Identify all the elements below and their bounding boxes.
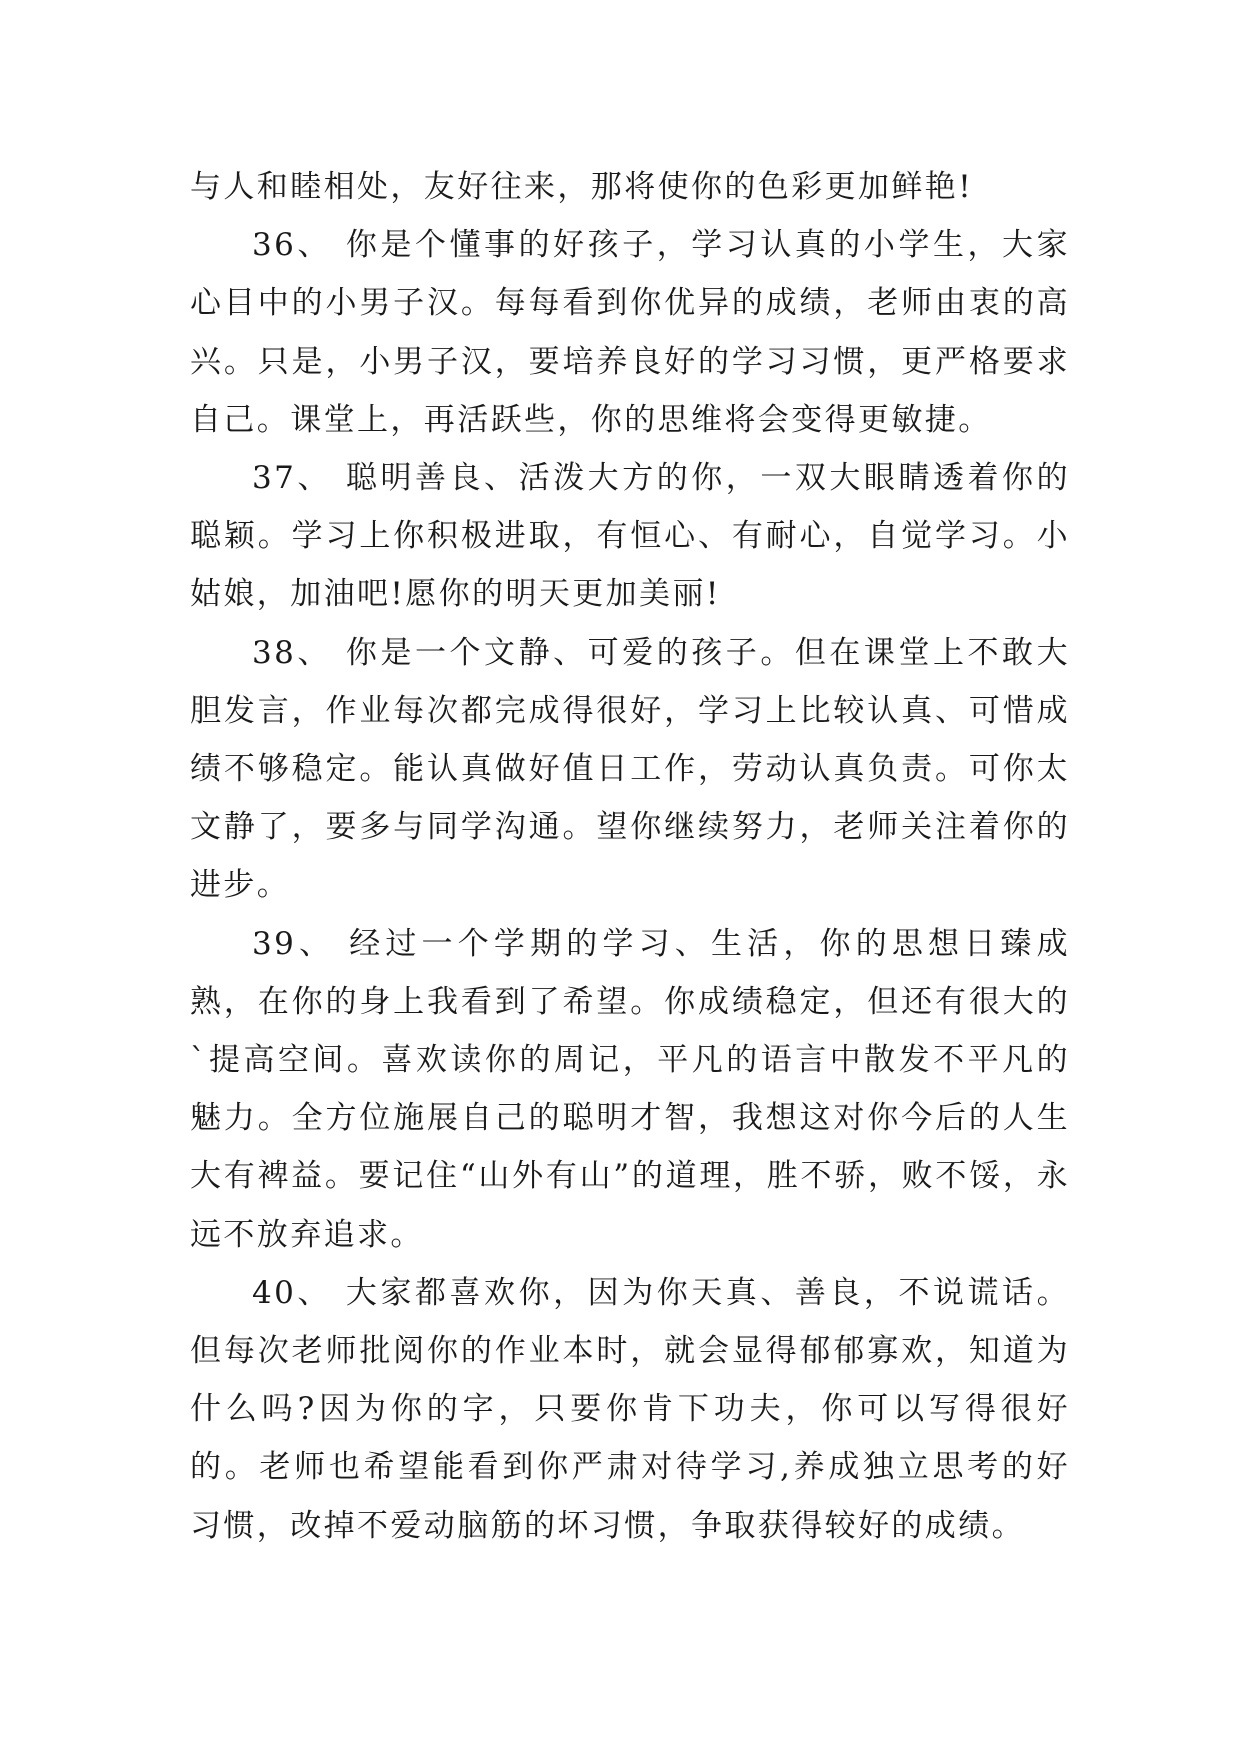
paragraph-number: 39、 [252,925,336,962]
paragraph-38 [190,624,1070,915]
paragraph-text: 与人和睦相处，友好往来，那将使你的色彩更加鲜艳! [190,169,974,205]
paragraph-text: 大家都喜欢你，因为你天真、善良，不说谎话。但每次老师批阅你的作业本时，就会显得郁郁寡欢，知道为什么吗?因为你的字，只要你肯下功夫，你可以写得很好的。老师也希望能看到你严肃对待学习,养成独立思考的好习惯，改掉不爱动脑筋的坏习惯，争取获得较好的成绩。 [190,1274,1070,1544]
paragraph-36 [190,216,1070,449]
paragraph-text: 你是个懂事的好孩子，学习认真的小学生，大家心目中的小男子汉。每每看到你优异的成绩，老师由衷的高兴。只是，小男子汉，要培养良好的学习习惯，更严格要求自己。课堂上，再活跃些，你的思维将会变得更敏捷。 [190,227,1070,438]
paragraph-text: 聪明善良、活泼大方的你，一双大眼睛透着你的聪颖。学习上你积极进取，有恒心、有耐心，自觉学习。小姑娘，加油吧!愿你的明天更加美丽! [190,460,1070,613]
paragraph-number: 40、 [252,1274,332,1311]
paragraph-continued [190,158,1070,216]
paragraph-number: 36、 [252,227,332,264]
paragraph-text: 经过一个学期的学习、生活，你的思想日臻成熟，在你的身上我看到了希望。你成绩稳定，但还有很大的`提高空间。喜欢读你的周记，平凡的语言中散发不平凡的魅力。全方位施展自己的聪明才智，我想这对你今后的人生大有裨益。要记住“山外有山”的道理，胜不骄，败不馁，永远不放弃追求。 [190,925,1070,1253]
paragraph-39 [190,915,1070,1264]
paragraph-40 [190,1264,1070,1555]
paragraph-37 [190,449,1070,624]
paragraph-number: 37、 [252,460,332,497]
paragraph-number: 38、 [252,634,332,671]
paragraph-text: 你是一个文静、可爱的孩子。但在课堂上不敢大胆发言，作业每次都完成得很好，学习上比较认真、可惜成绩不够稳定。能认真做好值日工作，劳动认真负责。可你太文静了，要多与同学沟通。望你继续努力，老师关注着你的进步。 [190,634,1070,904]
document-body [190,158,1070,1555]
